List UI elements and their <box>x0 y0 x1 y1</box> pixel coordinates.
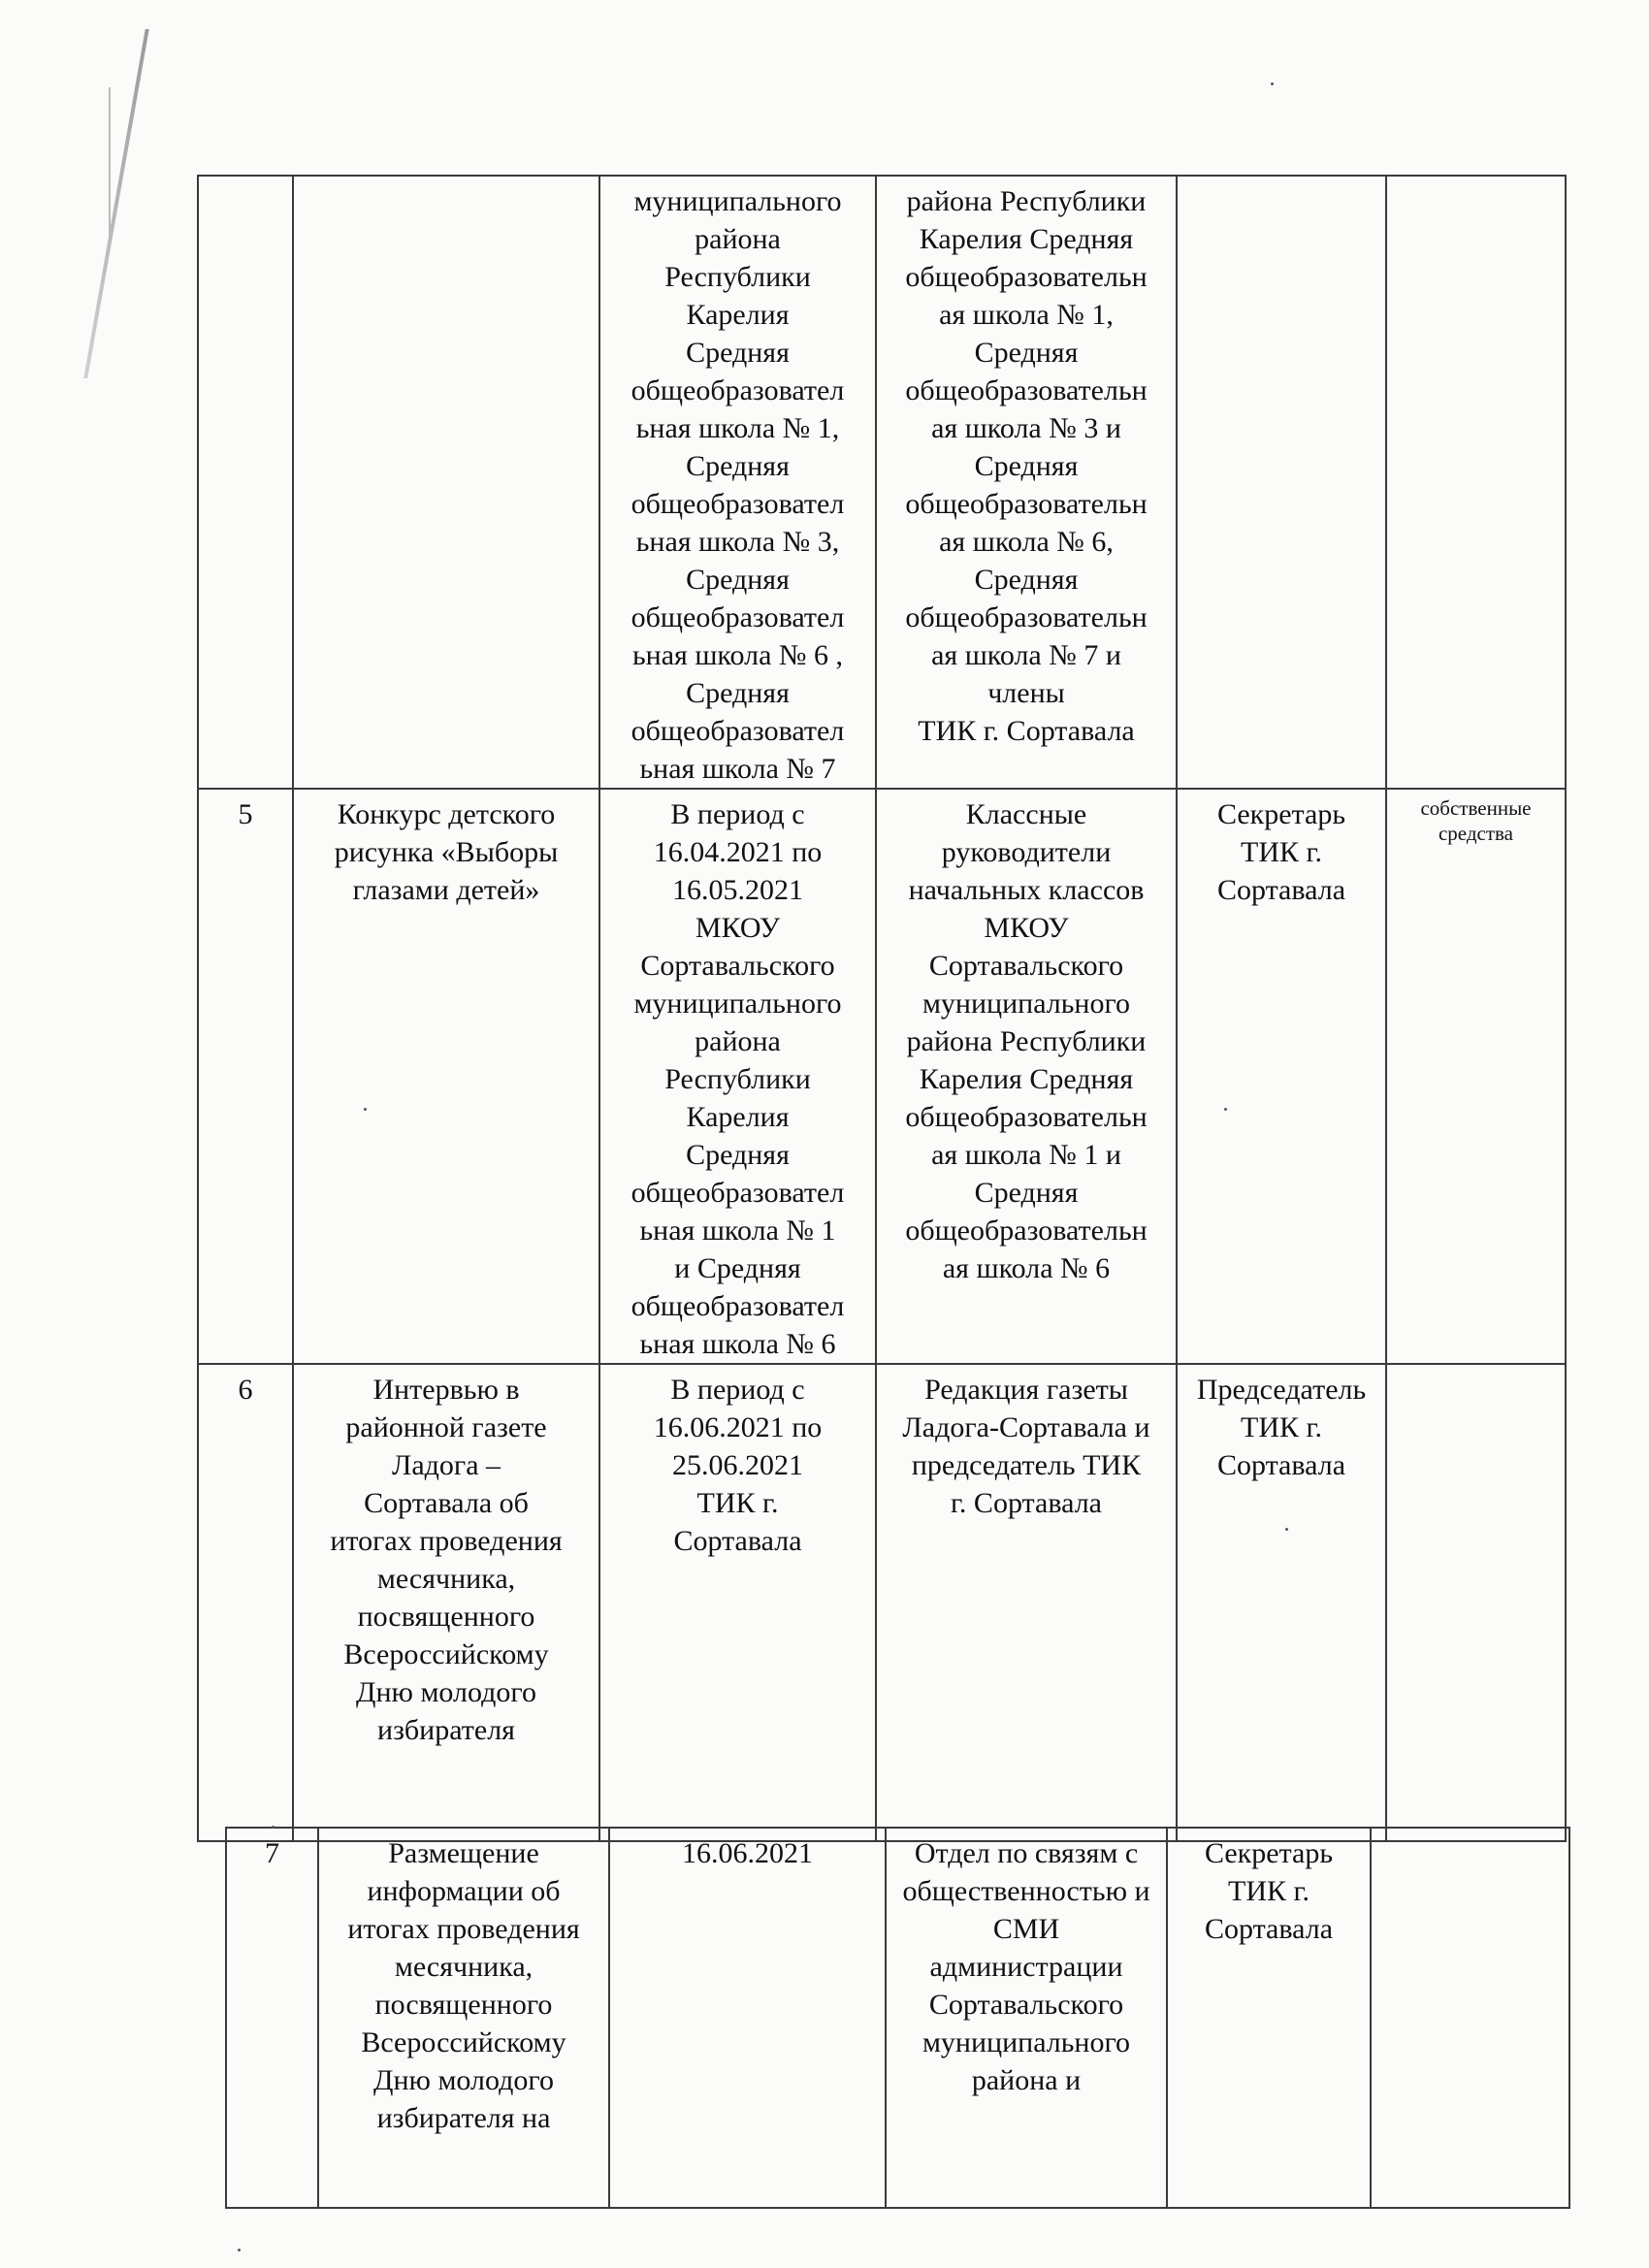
row-number: 6 <box>198 1364 293 1841</box>
events-table-upper <box>197 175 1567 1842</box>
executors-cell: района Республики Карелия Средняя общеобразовательн ая школа № 1, Средняя общеобразовательн ая школа № 3 и Средняя общеобразовательн ая школа № 6, Средняя общеобразовательн ая школа № 7 и члены ТИК г. Сортавала <box>876 176 1177 789</box>
scan-speck <box>1285 1528 1288 1531</box>
responsible-cell: Секретарь ТИК г. Сортавала <box>1177 789 1386 1364</box>
event-cell <box>293 176 599 789</box>
responsible-cell: Секретарь ТИК г. Сортавала <box>1167 1828 1371 2208</box>
period-cell: 16.06.2021 <box>609 1828 886 2208</box>
events-table-lower <box>225 1827 1570 2209</box>
funding-cell <box>1386 176 1566 789</box>
funding-cell: собственные средства <box>1386 789 1566 1364</box>
table-row-continuation <box>198 176 1566 789</box>
responsible-cell <box>1177 176 1386 789</box>
scan-speck <box>364 1108 367 1111</box>
page-fold-shadow <box>83 29 148 378</box>
period-cell: В период с 16.06.2021 по 25.06.2021 ТИК г. Сортавала <box>599 1364 876 1841</box>
event-cell: Интервью в районной газете Ладога – Сортавала об итогах проведения месячника, посвященного Всероссийскому Дню молодого избирателя <box>293 1364 599 1841</box>
row-number: 5 <box>198 789 293 1364</box>
executors-cell: Отдел по связям с общественностью и СМИ администрации Сортавальского муниципального района и <box>886 1828 1167 2208</box>
page-fold-line <box>109 87 111 243</box>
scan-speck <box>272 1826 275 1829</box>
table-row-5 <box>198 789 1566 1364</box>
scan-speck <box>1271 82 1274 85</box>
period-cell: В период с 16.04.2021 по 16.05.2021 МКОУ Сортавальского муниципального района Республики Карелия Средняя общеобразовател ьная школа № 1 и Средняя общеобразовател ьная школа № 6 <box>599 789 876 1364</box>
row-number: 7 <box>226 1828 318 2208</box>
period-cell: муниципального района Республики Карелия Средняя общеобразовател ьная школа № 1, Средняя общеобразовател ьная школа № 3, Средняя общеобразовател ьная школа № 6 , Средняя общеобразовател ьная школа № 7 <box>599 176 876 789</box>
funding-cell <box>1371 1828 1569 2208</box>
row-number <box>198 176 293 789</box>
event-cell: Размещение информации об итогах проведения месячника, посвященного Всероссийскому Дню молодого избирателя на <box>318 1828 609 2208</box>
scan-speck <box>238 2249 241 2252</box>
executors-cell: Классные руководители начальных классов МКОУ Сортавальского муниципального района Республики Карелия Средняя общеобразовательн ая школа № 1 и Средняя общеобразовательн ая школа № 6 <box>876 789 1177 1364</box>
table-row-7 <box>226 1828 1569 2208</box>
executors-cell: Редакция газеты Ладога-Сортавала и председатель ТИК г. Сортавала <box>876 1364 1177 1841</box>
table-row-6 <box>198 1364 1566 1841</box>
responsible-cell: Председатель ТИК г. Сортавала <box>1177 1364 1386 1841</box>
funding-cell <box>1386 1364 1566 1841</box>
event-cell: Конкурс детского рисунка «Выборы глазами детей» <box>293 789 599 1364</box>
scan-speck <box>1224 1108 1227 1111</box>
